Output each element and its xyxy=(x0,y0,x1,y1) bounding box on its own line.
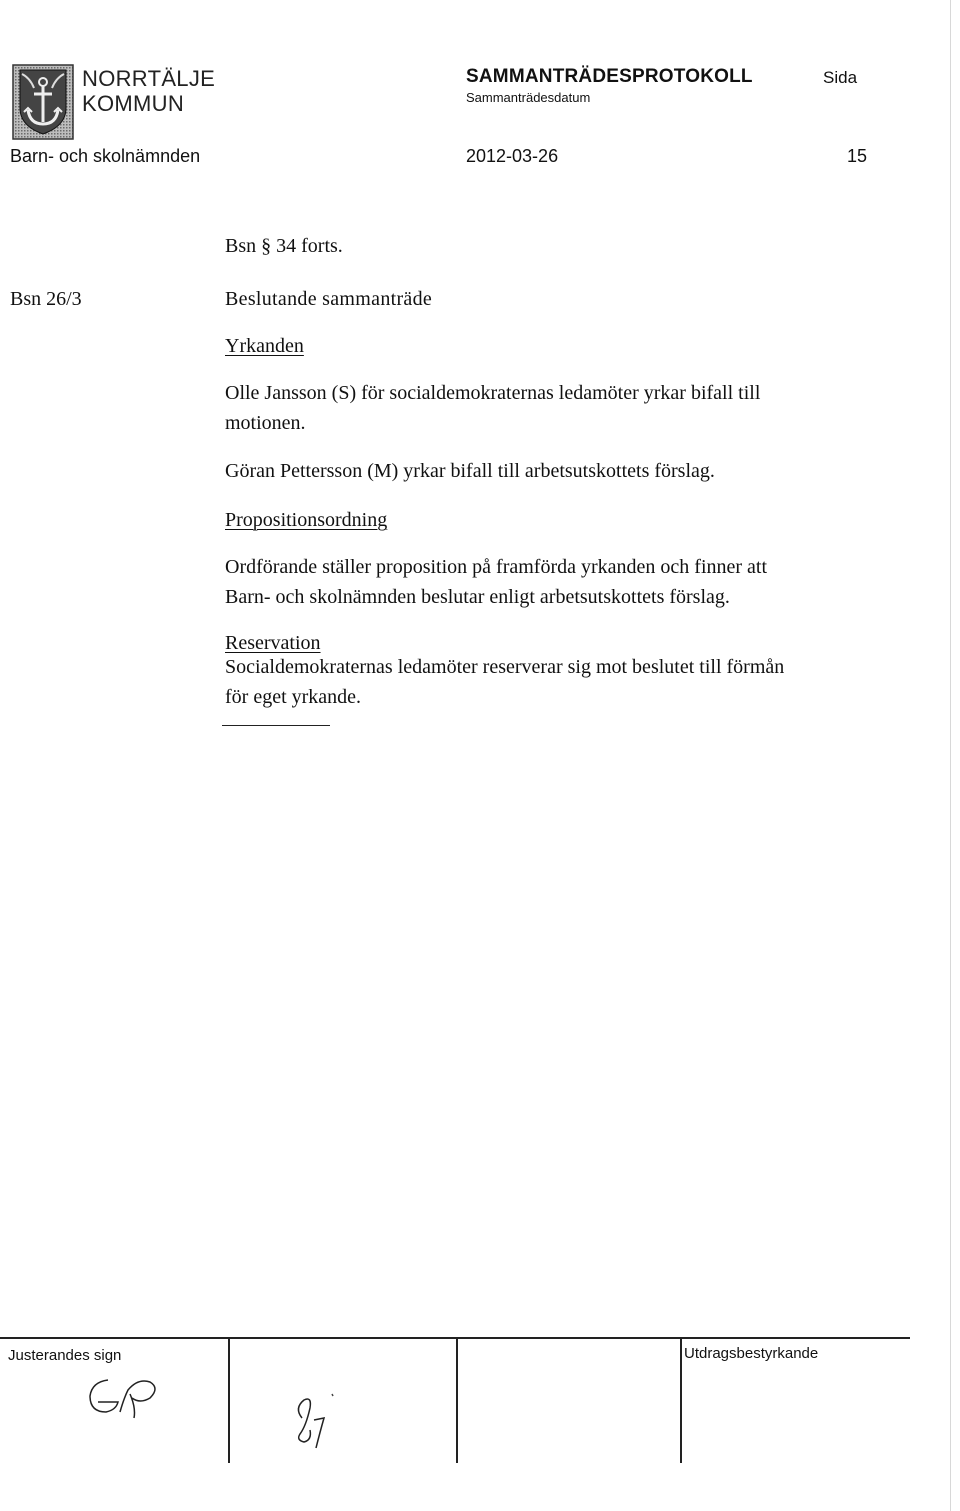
document-subtitle: Sammanträdesdatum xyxy=(466,90,591,105)
footer-divider-3 xyxy=(680,1338,682,1463)
paragraph-line: Olle Jansson (S) för socialdemokraternas ledamöter yrkar bifall till xyxy=(225,382,761,404)
page-number: 15 xyxy=(847,146,868,166)
section-reference: Bsn § 34 forts. xyxy=(225,235,343,257)
signature-label: Justerandes sign xyxy=(8,1347,122,1364)
decision-heading: Beslutande sammanträde xyxy=(225,288,433,310)
footer-top-rule xyxy=(0,1337,910,1339)
paragraph-line: Barn- och skolnämnden beslutar enligt arbetsutskottets förslag. xyxy=(225,586,730,608)
propositionsordning-heading: Propositionsordning xyxy=(225,509,388,531)
paragraph-line: motionen. xyxy=(225,412,306,434)
municipality-logo xyxy=(12,64,74,140)
handwritten-initials-1 xyxy=(80,1368,175,1428)
meeting-date: 2012-03-26 xyxy=(466,146,559,166)
paragraph-line: Ordförande ställer proposition på framförda yrkanden och finner att xyxy=(225,556,768,578)
page-edge-line xyxy=(950,0,951,1511)
propositionsordning-paragraph xyxy=(225,552,767,612)
handwritten-initials-2 xyxy=(280,1378,350,1458)
footer-divider-2 xyxy=(456,1338,458,1463)
document-title: SAMMANTRÄDESPROTOKOLL xyxy=(466,66,753,87)
organization-name-line2: KOMMUN xyxy=(82,91,185,116)
end-of-text-rule xyxy=(222,725,330,726)
yrkanden-heading: Yrkanden xyxy=(225,335,304,357)
reservation-heading: Reservation xyxy=(225,632,321,654)
extract-certification-label: Utdragsbestyrkande xyxy=(684,1345,819,1362)
anchor-crest-icon xyxy=(12,64,74,140)
paragraph-line: för eget yrkande. xyxy=(225,686,362,708)
page-label: Sida xyxy=(823,68,858,87)
reservation-paragraph xyxy=(225,652,784,712)
footer-divider-1 xyxy=(228,1338,230,1463)
organization-name xyxy=(82,66,215,116)
committee-name: Barn- och skolnämnden xyxy=(10,146,201,166)
yrkanden-paragraph-2: Göran Pettersson (M) yrkar bifall till arbetsutskottets förslag. xyxy=(225,460,715,482)
case-reference: Bsn 26/3 xyxy=(10,288,82,310)
organization-name-line1: NORRTÄLJE xyxy=(82,66,216,91)
paragraph-line: Socialdemokraternas ledamöter reserverar sig mot beslutet till förmån xyxy=(225,656,785,678)
yrkanden-paragraph-1 xyxy=(225,378,760,438)
